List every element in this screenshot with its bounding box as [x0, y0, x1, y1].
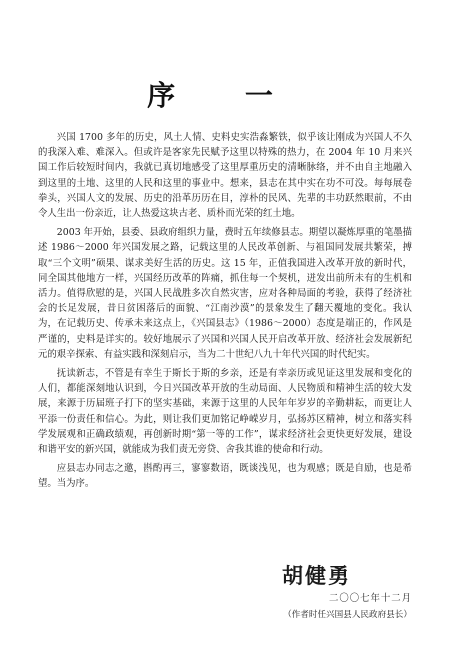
- signature-date: 二〇〇七年十二月: [328, 593, 412, 604]
- preface-body: [38, 130, 412, 496]
- paragraph: 抚读新志，不管是有幸生于斯长于斯的乡亲，还是有幸亲历或见证这里发展和变化的人们，都能深刻地认识到，今日兴国改革开放的生动局面、人民物质和精神生活的较大发展，来源于历届班子打下的坚实基础，来源于这里的人民年年岁岁的辛勤耕耘，而更让人平添一份责任和信心。为此，则让我们更加铭记峥嵘岁月，弘扬苏区精神，树立和落实科学发展观和正确政绩观，再创新时期“第一等的工作”，谋求经济社会更快更好发展，建设和谐平安的新兴国，就能成为我们责无旁贷、舍我其谁的使命和行动。: [38, 368, 412, 456]
- page-title: 序 一: [147, 79, 303, 112]
- paragraph: 2003 年开始，县委、县政府组织力量，费时五年续修县志。期望以凝炼厚重的笔墨描述 1986～2000 年兴国发展之路，记载这里的人民改革创新、与祖国同发展共繁荣，搏取“三个文明”硕果、谋求美好生活的历史。这 15 年，正值我国进入改革开放的新时代，同全国其他地方一样，兴国经历改革的阵痛，抓住每一个契机，迸发出前所未有的生机和活力。值得欣慰的是，兴国人民战胜多次自然灾害，应对各种局面的考验，获得了经济社会的长足发展，昔日贫困落后的面貌、“江南沙漠”的景象发生了翻天覆地的变化。我认为，在记载历史、传承未来这点上，《兴国县志》（1986～2000）态度是端正的，作风是严谨的，史料是详实的。较好地展示了兴国和兴国人民开启改革开放、经济社会发展新纪元的艰辛探索、有益实践和深刻启示，当为二十世纪八九十年代兴国的时代纪实。: [38, 227, 412, 360]
- paragraph: 应县志办同志之邀，斟酌再三，寥寥数语，既谈浅见，也为观感；既是自励，也是希望。当为序。: [38, 463, 412, 490]
- author-signature: 胡健勇: [282, 564, 351, 588]
- paragraph: 兴国 1700 多年的历史，风土人情、史料史实浩淼繁铁，似乎该让刚成为兴国人不久的我深入难、难深入。但或许是客家先民赋予这里以特殊的热力，在 2004 年 10 月来兴国工作后较短时间内，我就已真切地感受了这里厚重历史的清晰脉络，并不由自主地融入到这里的土地、这里的人民和这里的事业中。想来，县志在其中实在功不可没。每每展卷拳头，兴国人文的发展、历史的沿革历历在目，淳朴的民风、先辈的丰功跃然眼前，不由令人生出一份亲近，让人热爱这块古老、质朴而光荣的红土地。: [38, 132, 412, 220]
- author-note: （作者时任兴国县人民政府县长）: [283, 610, 412, 620]
